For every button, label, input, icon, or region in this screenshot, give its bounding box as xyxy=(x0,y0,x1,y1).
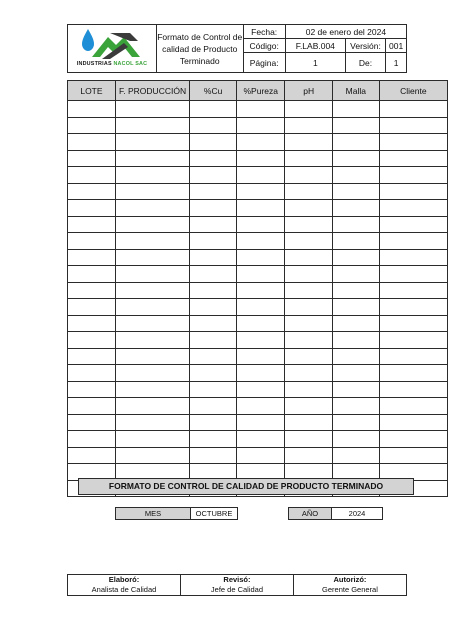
table-cell[interactable] xyxy=(190,266,237,283)
table-row xyxy=(68,233,448,250)
table-cell[interactable] xyxy=(190,332,237,349)
table-cell[interactable] xyxy=(237,398,285,415)
table-row xyxy=(68,431,448,448)
table-cell[interactable] xyxy=(379,315,447,332)
table-cell[interactable] xyxy=(332,117,379,134)
table-cell[interactable] xyxy=(115,134,189,151)
table-cell[interactable] xyxy=(68,398,116,415)
table-cell[interactable] xyxy=(68,101,116,118)
fecha-label: Fecha: xyxy=(243,25,285,39)
signature-elaboro xyxy=(68,575,181,596)
table-cell[interactable] xyxy=(190,134,237,151)
table-cell[interactable] xyxy=(379,266,447,283)
table-cell[interactable] xyxy=(332,282,379,299)
table-cell[interactable] xyxy=(237,431,285,448)
table-cell[interactable] xyxy=(190,282,237,299)
col-ph: pH xyxy=(285,81,332,101)
table-cell[interactable] xyxy=(68,365,116,382)
table-cell[interactable] xyxy=(332,365,379,382)
table-cell[interactable] xyxy=(285,101,332,118)
table-cell[interactable] xyxy=(332,167,379,184)
mes-value[interactable]: OCTUBRE xyxy=(191,508,238,520)
table-cell[interactable] xyxy=(68,200,116,217)
table-cell[interactable] xyxy=(115,282,189,299)
table-cell[interactable] xyxy=(190,216,237,233)
table-cell[interactable] xyxy=(332,299,379,316)
logo-wordmark xyxy=(68,61,156,67)
table-cell[interactable] xyxy=(115,398,189,415)
table-cell[interactable] xyxy=(379,134,447,151)
table-cell[interactable] xyxy=(237,117,285,134)
table-cell[interactable] xyxy=(332,431,379,448)
table-cell[interactable] xyxy=(190,398,237,415)
table-cell[interactable] xyxy=(115,200,189,217)
table-cell[interactable] xyxy=(379,398,447,415)
table-cell[interactable] xyxy=(332,414,379,431)
table-cell[interactable] xyxy=(285,183,332,200)
table-cell[interactable] xyxy=(285,365,332,382)
table-cell[interactable] xyxy=(285,398,332,415)
signature-block xyxy=(67,574,407,596)
table-row xyxy=(68,101,448,118)
table-cell[interactable] xyxy=(379,381,447,398)
table-cell[interactable] xyxy=(379,183,447,200)
signature-role: Elaboró: xyxy=(108,575,140,584)
table-cell[interactable] xyxy=(68,282,116,299)
table-cell[interactable] xyxy=(332,233,379,250)
table-cell[interactable] xyxy=(190,299,237,316)
signature-autorizo xyxy=(293,575,406,596)
table-cell[interactable] xyxy=(332,183,379,200)
table-cell[interactable] xyxy=(332,398,379,415)
logo-word-2: NACOL SAC xyxy=(113,61,148,67)
version-value: 001 xyxy=(386,39,407,53)
table-cell[interactable] xyxy=(379,200,447,217)
table-cell[interactable] xyxy=(115,447,189,464)
table-cell[interactable] xyxy=(190,150,237,167)
table-cell[interactable] xyxy=(237,134,285,151)
table-cell[interactable] xyxy=(379,117,447,134)
table-header-row xyxy=(68,81,448,101)
table-cell[interactable] xyxy=(190,348,237,365)
table-cell[interactable] xyxy=(237,332,285,349)
table-cell[interactable] xyxy=(68,414,116,431)
col-lote: LOTE xyxy=(68,81,116,101)
table-cell[interactable] xyxy=(237,381,285,398)
table-cell[interactable] xyxy=(190,233,237,250)
table-cell[interactable] xyxy=(115,348,189,365)
col-pureza: %Pureza xyxy=(237,81,285,101)
table-cell[interactable] xyxy=(379,282,447,299)
table-cell[interactable] xyxy=(68,183,116,200)
table-cell[interactable] xyxy=(237,183,285,200)
table-cell[interactable] xyxy=(237,150,285,167)
table-cell[interactable] xyxy=(379,431,447,448)
table-cell[interactable] xyxy=(285,167,332,184)
table-cell[interactable] xyxy=(190,414,237,431)
table-cell[interactable] xyxy=(237,167,285,184)
table-cell[interactable] xyxy=(68,167,116,184)
form-title-bar: FORMATO DE CONTROL DE CALIDAD DE PRODUCTO TERMINADO xyxy=(78,478,414,495)
table-cell[interactable] xyxy=(68,431,116,448)
table-cell[interactable] xyxy=(115,167,189,184)
table-cell[interactable] xyxy=(68,150,116,167)
table-row xyxy=(68,216,448,233)
table-cell[interactable] xyxy=(190,117,237,134)
table-cell[interactable] xyxy=(332,348,379,365)
table-cell[interactable] xyxy=(379,348,447,365)
table-cell[interactable] xyxy=(190,315,237,332)
table-cell[interactable] xyxy=(285,200,332,217)
codigo-label: Código: xyxy=(243,39,285,53)
de-label: De: xyxy=(345,53,386,73)
table-row xyxy=(68,447,448,464)
col-cliente: Cliente xyxy=(379,81,447,101)
table-row xyxy=(68,398,448,415)
table-row xyxy=(68,249,448,266)
table-cell[interactable] xyxy=(285,348,332,365)
table-cell[interactable] xyxy=(68,216,116,233)
fecha-value: 02 de enero del 2024 xyxy=(285,25,406,39)
table-cell[interactable] xyxy=(285,447,332,464)
table-cell[interactable] xyxy=(237,365,285,382)
pagina-label: Página: xyxy=(243,53,285,73)
mes-label: MES xyxy=(116,508,191,520)
table-cell[interactable] xyxy=(68,447,116,464)
table-row xyxy=(68,183,448,200)
table-cell[interactable] xyxy=(68,266,116,283)
table-cell[interactable] xyxy=(379,150,447,167)
table-cell[interactable] xyxy=(115,101,189,118)
ano-value[interactable]: 2024 xyxy=(332,508,383,520)
col-fecha-produccion: F. PRODUCCIÓN xyxy=(115,81,189,101)
logo-cell xyxy=(68,25,157,73)
table-row xyxy=(68,117,448,134)
table-cell[interactable] xyxy=(332,381,379,398)
table-cell[interactable] xyxy=(115,431,189,448)
table-cell[interactable] xyxy=(115,150,189,167)
table-cell[interactable] xyxy=(285,216,332,233)
table-cell[interactable] xyxy=(190,447,237,464)
table-cell[interactable] xyxy=(285,233,332,250)
table-row xyxy=(68,167,448,184)
signature-person: Analista de Calidad xyxy=(91,585,157,594)
table-cell[interactable] xyxy=(379,299,447,316)
table-cell[interactable] xyxy=(190,249,237,266)
table-cell[interactable] xyxy=(332,200,379,217)
table-cell[interactable] xyxy=(115,216,189,233)
de-value: 1 xyxy=(386,53,407,73)
table-cell[interactable] xyxy=(237,233,285,250)
table-cell[interactable] xyxy=(115,414,189,431)
table-cell[interactable] xyxy=(379,233,447,250)
col-cu: %Cu xyxy=(190,81,237,101)
signature-role: Revisó: xyxy=(223,575,251,584)
col-malla: Malla xyxy=(332,81,379,101)
table-cell[interactable] xyxy=(115,365,189,382)
table-cell[interactable] xyxy=(190,101,237,118)
table-row xyxy=(68,266,448,283)
table-cell[interactable] xyxy=(190,200,237,217)
table-cell[interactable] xyxy=(237,101,285,118)
table-cell[interactable] xyxy=(190,167,237,184)
table-row xyxy=(68,414,448,431)
table-cell[interactable] xyxy=(115,266,189,283)
table-cell[interactable] xyxy=(332,266,379,283)
table-cell[interactable] xyxy=(115,249,189,266)
table-row xyxy=(68,315,448,332)
table-row xyxy=(68,365,448,382)
table-cell[interactable] xyxy=(68,332,116,349)
logo-word-1: INDUSTRIAS xyxy=(76,61,112,67)
table-cell[interactable] xyxy=(237,266,285,283)
year-field xyxy=(288,507,383,520)
table-cell[interactable] xyxy=(68,134,116,151)
table-cell[interactable] xyxy=(379,216,447,233)
table-cell[interactable] xyxy=(115,233,189,250)
table-cell[interactable] xyxy=(237,200,285,217)
table-cell[interactable] xyxy=(285,117,332,134)
table-row xyxy=(68,348,448,365)
table-cell[interactable] xyxy=(237,299,285,316)
table-cell[interactable] xyxy=(285,332,332,349)
table-cell[interactable] xyxy=(115,183,189,200)
table-cell[interactable] xyxy=(190,431,237,448)
version-label: Versión: xyxy=(345,39,386,53)
table-cell[interactable] xyxy=(237,249,285,266)
table-cell[interactable] xyxy=(237,282,285,299)
table-cell[interactable] xyxy=(379,101,447,118)
table-cell[interactable] xyxy=(379,414,447,431)
table-cell[interactable] xyxy=(115,315,189,332)
table-row xyxy=(68,381,448,398)
table-cell[interactable] xyxy=(115,299,189,316)
table-cell[interactable] xyxy=(285,431,332,448)
table-cell[interactable] xyxy=(190,183,237,200)
table-cell[interactable] xyxy=(237,216,285,233)
table-row xyxy=(68,282,448,299)
signature-person: Gerente General xyxy=(322,585,378,594)
table-cell[interactable] xyxy=(379,167,447,184)
logo-mark-icon xyxy=(80,27,144,61)
table-cell[interactable] xyxy=(68,233,116,250)
month-field xyxy=(115,507,238,520)
table-cell[interactable] xyxy=(332,101,379,118)
table-cell[interactable] xyxy=(68,348,116,365)
table-cell[interactable] xyxy=(332,150,379,167)
ano-label: AÑO xyxy=(289,508,332,520)
table-cell[interactable] xyxy=(285,150,332,167)
table-cell[interactable] xyxy=(237,348,285,365)
table-cell[interactable] xyxy=(115,381,189,398)
table-cell[interactable] xyxy=(332,332,379,349)
table-cell[interactable] xyxy=(68,117,116,134)
table-cell[interactable] xyxy=(285,249,332,266)
table-cell[interactable] xyxy=(332,216,379,233)
table-cell[interactable] xyxy=(285,315,332,332)
table-cell[interactable] xyxy=(285,266,332,283)
document-header xyxy=(67,24,407,73)
table-cell[interactable] xyxy=(237,315,285,332)
table-cell[interactable] xyxy=(285,414,332,431)
table-cell[interactable] xyxy=(285,299,332,316)
codigo-value: F.LAB.004 xyxy=(285,39,345,53)
quality-control-table xyxy=(67,80,448,497)
table-cell[interactable] xyxy=(237,414,285,431)
table-body xyxy=(68,101,448,497)
table-cell[interactable] xyxy=(332,249,379,266)
company-logo xyxy=(68,25,156,72)
document-title: Formato de Control de calidad de Producto Terminado xyxy=(157,25,244,73)
table-row xyxy=(68,299,448,316)
table-row xyxy=(68,150,448,167)
table-cell[interactable] xyxy=(332,134,379,151)
table-cell[interactable] xyxy=(379,365,447,382)
table-row xyxy=(68,200,448,217)
table-cell[interactable] xyxy=(68,299,116,316)
table-cell[interactable] xyxy=(68,315,116,332)
table-row xyxy=(68,332,448,349)
signature-reviso xyxy=(181,575,294,596)
table-cell[interactable] xyxy=(68,249,116,266)
table-cell[interactable] xyxy=(115,332,189,349)
table-cell[interactable] xyxy=(285,134,332,151)
table-cell[interactable] xyxy=(379,332,447,349)
table-cell[interactable] xyxy=(190,381,237,398)
table-row xyxy=(68,134,448,151)
table-cell[interactable] xyxy=(115,117,189,134)
table-cell[interactable] xyxy=(285,282,332,299)
table-cell[interactable] xyxy=(190,365,237,382)
table-cell[interactable] xyxy=(68,381,116,398)
pagina-value: 1 xyxy=(285,53,345,73)
table-cell[interactable] xyxy=(332,315,379,332)
signature-role: Autorizó: xyxy=(333,575,367,584)
table-cell[interactable] xyxy=(285,381,332,398)
table-cell[interactable] xyxy=(379,249,447,266)
signature-person: Jefe de Calidad xyxy=(210,585,264,594)
table-cell[interactable] xyxy=(332,447,379,464)
table-cell[interactable] xyxy=(237,447,285,464)
table-cell[interactable] xyxy=(379,447,447,464)
